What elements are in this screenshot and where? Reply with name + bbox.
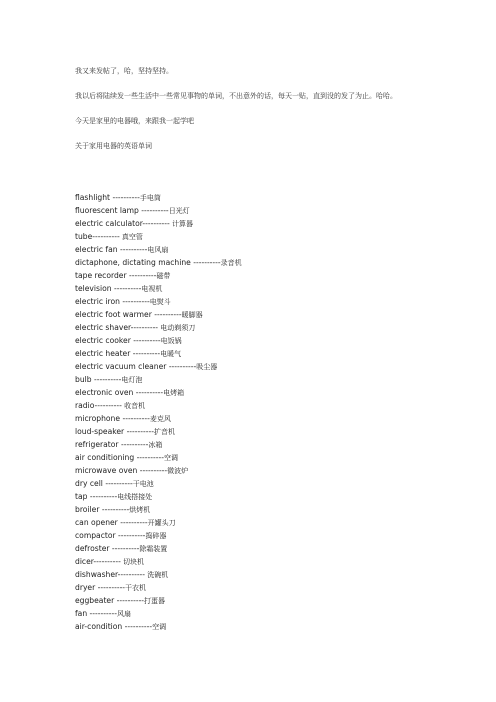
english-term: air-condition ---------- <box>75 622 153 631</box>
chinese-translation: 日光灯 <box>168 207 190 215</box>
vocab-item <box>75 412 475 425</box>
english-term: eggbeater ---------- <box>75 596 145 605</box>
english-term: compactor ---------- <box>75 531 146 540</box>
chinese-translation: 电烤箱 <box>163 389 185 397</box>
english-term: dry cell ---------- <box>75 479 133 488</box>
vocab-item <box>75 334 475 347</box>
chinese-translation: 烘烤机 <box>129 506 151 514</box>
chinese-translation: 微波炉 <box>167 467 189 475</box>
vocab-item <box>75 464 475 477</box>
english-term: dryer ---------- <box>75 583 126 592</box>
chinese-translation: 空调 <box>163 454 178 462</box>
vocab-item <box>75 568 475 581</box>
chinese-translation: 手电筒 <box>139 194 161 202</box>
vocab-item <box>75 321 475 334</box>
chinese-translation: 冰箱 <box>148 441 163 449</box>
english-term: electronic oven ---------- <box>75 388 164 397</box>
english-term: dishwasher---------- <box>75 570 146 579</box>
intro-line: 我以后将陆续发一些生活中一些常见事物的单词，不出意外的话，每天一贴，直到没的发了为止。哈哈。 <box>75 92 397 100</box>
chinese-translation: 电灯泡 <box>121 376 143 384</box>
english-term: defroster ---------- <box>75 544 140 553</box>
vocab-item <box>75 477 475 490</box>
vocab-item <box>75 308 475 321</box>
vocab-item <box>75 295 475 308</box>
vocab-item <box>75 542 475 555</box>
vocab-item <box>75 191 475 204</box>
english-term: electric iron ---------- <box>75 297 150 306</box>
english-term: dictaphone, dictating machine ---------- <box>75 258 221 267</box>
chinese-translation: 录音机 <box>220 259 242 267</box>
english-term: can opener ---------- <box>75 518 148 527</box>
vocab-item <box>75 256 475 269</box>
english-term: microphone ---------- <box>75 414 150 423</box>
chinese-translation: 除霜装置 <box>139 545 168 553</box>
vocab-item <box>75 620 475 633</box>
chinese-translation: 电饭锅 <box>160 337 182 345</box>
vocab-item <box>75 607 475 620</box>
english-term: air conditioning ---------- <box>75 453 164 462</box>
intro-line: 今天是家里的电器哦，来跟我一起学吧 <box>75 117 194 125</box>
vocab-item <box>75 555 475 568</box>
section-heading: 关于家用电器的英语单词 <box>75 142 152 150</box>
vocab-item <box>75 425 475 438</box>
vocab-item <box>75 373 475 386</box>
english-term: electric foot warmer ---------- <box>75 310 182 319</box>
chinese-translation: 捣碎器 <box>145 532 167 540</box>
vocab-item <box>75 217 475 230</box>
chinese-translation: 电风扇 <box>147 246 169 254</box>
chinese-translation: 吸尘器 <box>196 363 218 371</box>
vocab-item <box>75 204 475 217</box>
chinese-translation: 麦克风 <box>149 415 171 423</box>
chinese-translation: 风扇 <box>116 610 131 618</box>
english-term: fan ---------- <box>75 609 117 618</box>
chinese-translation: 收音机 <box>121 402 146 410</box>
chinese-translation: 电视机 <box>141 285 163 293</box>
vocab-item <box>75 594 475 607</box>
vocab-item <box>75 230 475 243</box>
chinese-translation: 空调 <box>152 623 167 631</box>
english-term: electric shaver---------- <box>75 323 159 332</box>
english-term: refrigerator ---------- <box>75 440 149 449</box>
chinese-translation: 真空管 <box>119 233 143 241</box>
chinese-translation: 计算器 <box>169 220 194 228</box>
english-term: broiler ---------- <box>75 505 130 514</box>
english-term: tube---------- <box>75 232 120 241</box>
english-term: electric vacuum cleaner ---------- <box>75 362 197 371</box>
english-term: tap ---------- <box>75 492 118 501</box>
english-term: electric fan ---------- <box>75 245 148 254</box>
english-term: electric cooker ---------- <box>75 336 161 345</box>
chinese-translation: 干电池 <box>132 480 154 488</box>
english-term: radio---------- <box>75 401 122 410</box>
chinese-translation: 干衣机 <box>125 584 147 592</box>
vocab-item <box>75 347 475 360</box>
vocabulary-list <box>75 191 475 633</box>
vocab-item <box>75 581 475 594</box>
english-term: fluorescent lamp ---------- <box>75 206 169 215</box>
vocab-item <box>75 516 475 529</box>
vocab-item <box>75 360 475 373</box>
intro-section <box>75 66 475 151</box>
chinese-translation: 磁带 <box>156 272 171 280</box>
chinese-translation: 电熨斗 <box>149 298 171 306</box>
english-term: tape recorder ---------- <box>75 271 157 280</box>
chinese-translation: 切块机 <box>120 558 145 566</box>
english-term: microwave oven ---------- <box>75 466 168 475</box>
english-term: electric calculator---------- <box>75 219 170 228</box>
intro-line: 我又来发帖了，哈，坚持坚持。 <box>75 67 173 75</box>
chinese-translation: 电动剃须刀 <box>158 324 196 332</box>
english-term: television ---------- <box>75 284 142 293</box>
vocab-item <box>75 282 475 295</box>
chinese-translation: 电线搭接处 <box>117 493 153 501</box>
chinese-translation: 暖脚器 <box>181 311 203 319</box>
vocab-item <box>75 451 475 464</box>
vocab-item <box>75 503 475 516</box>
vocab-item <box>75 386 475 399</box>
english-term: electric heater ---------- <box>75 349 161 358</box>
vocab-item <box>75 438 475 451</box>
chinese-translation: 开罐头刀 <box>147 519 176 527</box>
chinese-translation: 打蛋器 <box>144 597 166 605</box>
chinese-translation: 洗碗机 <box>145 571 169 579</box>
chinese-translation: 电暖气 <box>160 350 182 358</box>
english-term: dicer---------- <box>75 557 121 566</box>
vocab-item <box>75 269 475 282</box>
vocab-item <box>75 490 475 503</box>
english-term: bulb ---------- <box>75 375 122 384</box>
vocab-item <box>75 243 475 256</box>
chinese-translation: 扩音机 <box>153 428 175 436</box>
vocab-item <box>75 399 475 412</box>
english-term: loud-speaker ---------- <box>75 427 154 436</box>
vocab-item <box>75 529 475 542</box>
english-term: flashlight ---------- <box>75 193 140 202</box>
